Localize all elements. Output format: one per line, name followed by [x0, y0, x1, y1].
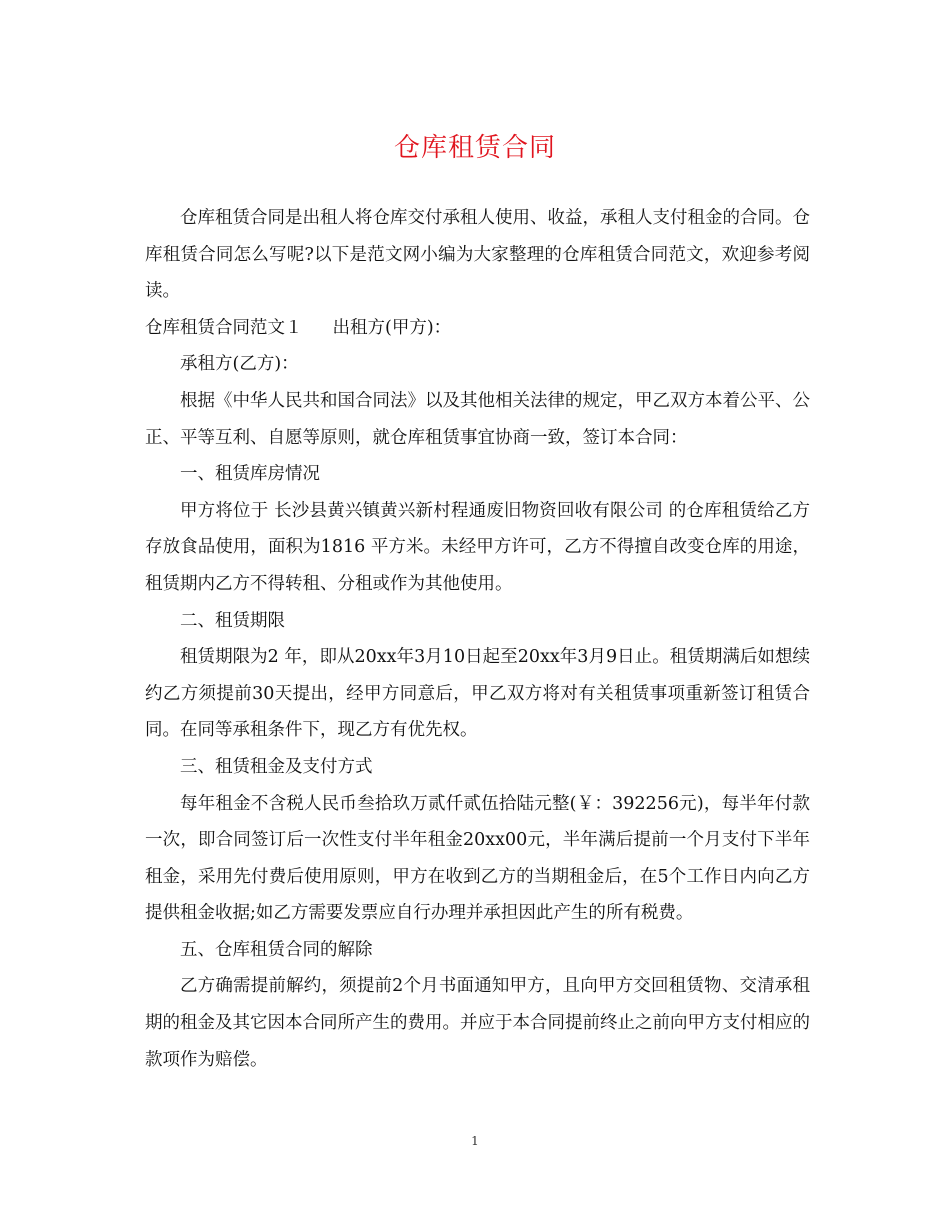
section-2-body: 租赁期限为2 年，即从20xx年3月10日起至20xx年3月9日止。租赁期满后如想续约乙方须提前30天提出，经甲方同意后，甲乙双方将对有关租赁事项重新签订租赁合同。在同等承租条件下，现乙方有优先权。	[145, 647, 810, 741]
document-body	[145, 200, 810, 1078]
paragraph-intro: 仓库租赁合同是出租人将仓库交付承租人使用、收益，承租人支付租金的合同。仓库租赁合同怎么写呢?以下是范文网小编为大家整理的仓库租赁合同范文，欢迎参考阅读。	[145, 208, 810, 302]
paragraph-sample-heading	[145, 310, 810, 347]
section-3-body: 每年租金不含税人民币叁拾玖万贰仟贰伍拾陆元整(￥：392256元)，每半年付款一次，即合同签订后一次性支付半年租金20xx00元，半年满后提前一个月支付下半年租金，采用先付费后使用原则，甲方在收到乙方的当期租金后，在5个工作日内向乙方提供租金收据;如乙方需要发票应自行办理并承担因此产生的所有税费。	[145, 793, 810, 924]
section-2-heading: 二、租赁期限	[180, 610, 285, 631]
document-title: 仓库租赁合同	[393, 133, 556, 163]
section-1-heading: 一、租赁库房情况	[180, 464, 320, 485]
paragraph-preamble: 根据《中华人民共和国合同法》以及其他相关法律的规定，甲乙双方本着公平、公正、平等互利、自愿等原则，就仓库租赁事宜协商一致，签订本合同：	[145, 390, 810, 448]
lessor-label: 出租方(甲方)：	[332, 317, 452, 338]
section-1-body: 甲方将位于 长沙县黄兴镇黄兴新村程通废旧物资回收有限公司 的仓库租赁给乙方存放食品使用，面积为1816 平方米。未经甲方许可，乙方不得擅自改变仓库的用途，租赁期内乙方不得转租、分租或作为其他使用。	[145, 500, 810, 594]
section-3-heading: 三、租赁租金及支付方式	[180, 756, 373, 777]
page-number: 1	[471, 1134, 479, 1148]
section-5-heading: 五、仓库租赁合同的解除	[180, 939, 373, 960]
section-5-body: 乙方确需提前解约，须提前2个月书面通知甲方，且向甲方交回租赁物、交清承租期的租金及其它因本合同所产生的费用。并应于本合同提前终止之前向甲方支付相应的款项作为赔偿。	[145, 976, 810, 1070]
sample-title: 仓库租赁合同范文１	[145, 317, 303, 338]
paragraph-lessee: 承租方(乙方)：	[180, 354, 299, 375]
